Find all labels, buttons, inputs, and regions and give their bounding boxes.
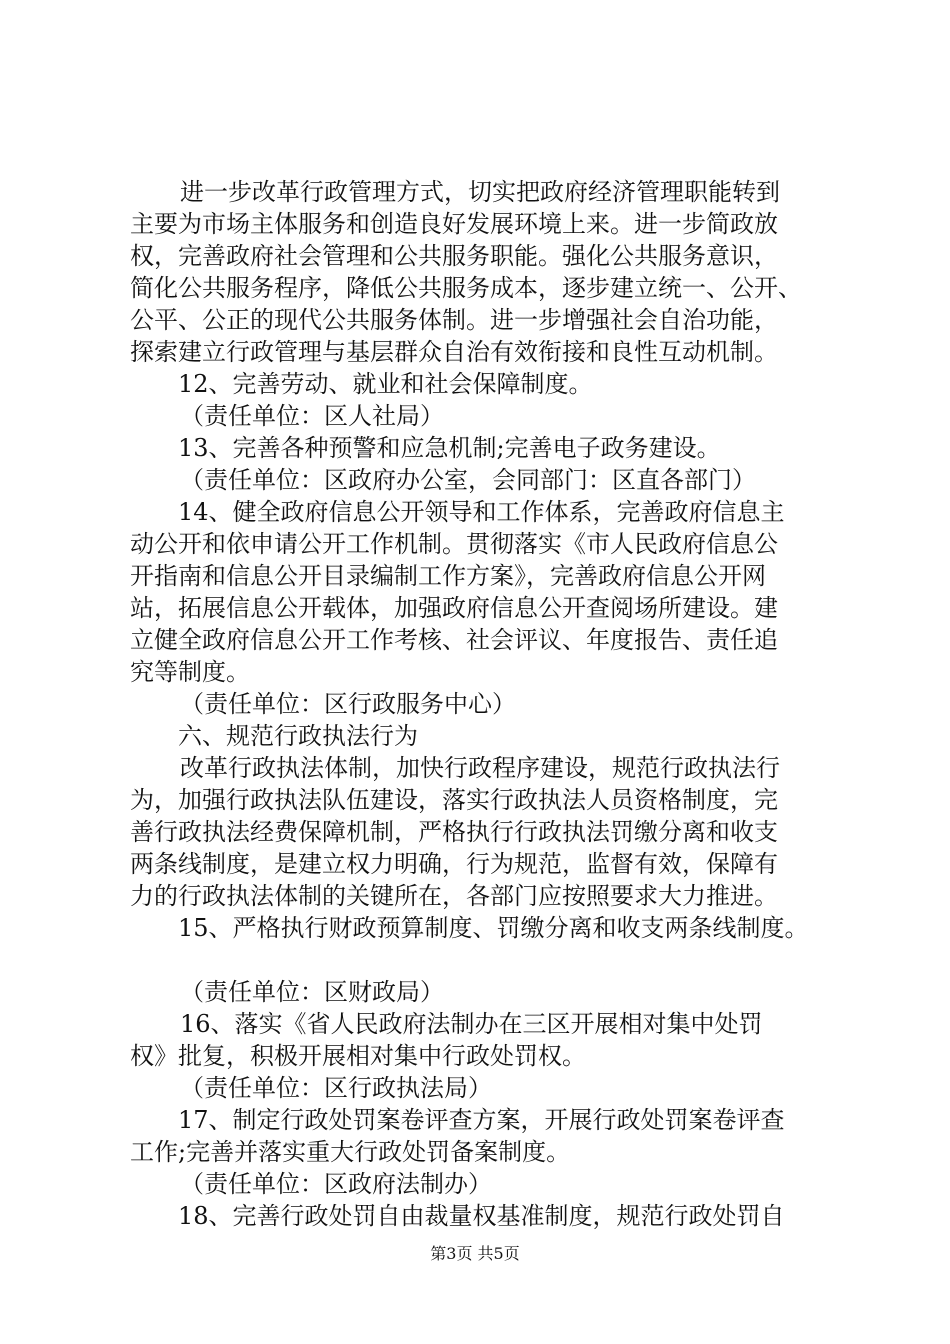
- text-line: 探索建立行政管理与基层群众自治有效衔接和良性互动机制。: [130, 338, 778, 366]
- text-line: （责任单位：区人社局）: [180, 402, 444, 430]
- text-line: 开指南和信息公开目录编制工作方案》，完善政府信息公开网: [130, 562, 766, 590]
- text-line: 动公开和依申请公开工作机制。贯彻落实《市人民政府信息公: [130, 530, 778, 558]
- text-line: （责任单位：区政府法制办）: [180, 1170, 492, 1198]
- text-line: 工作;完善并落实重大行政处罚备案制度。: [130, 1138, 571, 1166]
- section-heading: 六、规范行政执法行为: [178, 722, 418, 750]
- text-line: 两条线制度，是建立权力明确，行为规范，监督有效，保障有: [130, 850, 778, 878]
- text-line: 14、健全政府信息公开领导和工作体系，完善政府信息主: [178, 498, 785, 526]
- text-line: 16、落实《省人民政府法制办在三区开展相对集中处罚: [180, 1010, 763, 1038]
- text-line: 主要为市场主体服务和创造良好发展环境上来。进一步简政放: [130, 210, 778, 238]
- text-line: （责任单位：区财政局）: [180, 978, 444, 1006]
- text-line: 进一步改革行政管理方式，切实把政府经济管理职能转到: [180, 178, 780, 206]
- text-line: 18、完善行政处罚自由裁量权基准制度，规范行政处罚自: [178, 1202, 785, 1230]
- text-line: 站，拓展信息公开载体，加强政府信息公开查阅场所建设。建: [130, 594, 778, 622]
- text-line: 简化公共服务程序，降低公共服务成本，逐步建立统一、公开、: [130, 274, 802, 302]
- text-line: 力的行政执法体制的关键所在，各部门应按照要求大力推进。: [130, 882, 778, 910]
- text-line: 立健全政府信息公开工作考核、社会评议、年度报告、责任追: [130, 626, 778, 654]
- text-line: （责任单位：区行政执法局）: [180, 1074, 492, 1102]
- page-number: 第3页 共5页: [430, 1244, 520, 1263]
- text-line: 17、制定行政处罚案卷评查方案，开展行政处罚案卷评查: [178, 1106, 785, 1134]
- text-line: 权》批复，积极开展相对集中行政处罚权。: [130, 1042, 586, 1070]
- text-line: 为，加强行政执法队伍建设，落实行政执法人员资格制度，完: [130, 786, 778, 814]
- text-line: （责任单位：区政府办公室，会同部门：区直各部门）: [180, 466, 756, 494]
- text-line: 善行政执法经费保障机制，严格执行行政执法罚缴分离和收支: [130, 818, 778, 846]
- text-line: 究等制度。: [130, 658, 250, 686]
- text-line: 改革行政执法体制，加快行政程序建设，规范行政执法行: [180, 754, 780, 782]
- text-line: 13、完善各种预警和应急机制;完善电子政务建设。: [178, 434, 721, 462]
- text-line: 12、完善劳动、就业和社会保障制度。: [178, 370, 593, 398]
- text-line: 权，完善政府社会管理和公共服务职能。强化公共服务意识，: [130, 242, 778, 270]
- text-line: 公平、公正的现代公共服务体制。进一步增强社会自治功能，: [130, 306, 778, 334]
- text-line: 15、严格执行财政预算制度、罚缴分离和收支两条线制度。: [178, 914, 809, 942]
- text-line: （责任单位：区行政服务中心）: [180, 690, 516, 718]
